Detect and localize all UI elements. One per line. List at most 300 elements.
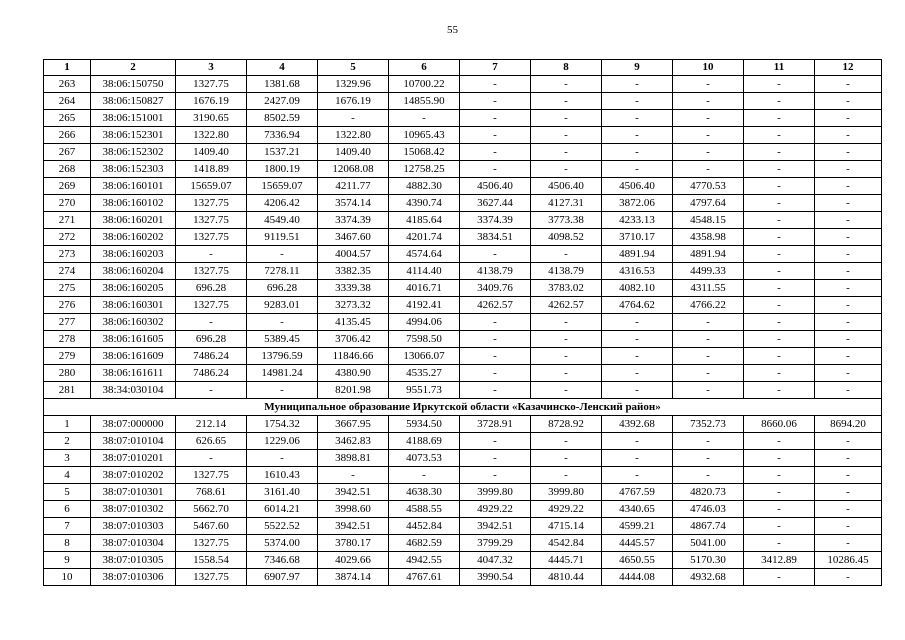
table-cell: - — [744, 297, 815, 314]
table-cell: 3728.91 — [460, 416, 531, 433]
table-cell: - — [815, 161, 882, 178]
table-cell: - — [460, 76, 531, 93]
table-cell: 275 — [44, 280, 91, 297]
table-cell: - — [815, 246, 882, 263]
section-title: Муниципальное образование Иркутской области «Казачинско-Ленский район» — [44, 399, 882, 416]
table-cell: 266 — [44, 127, 91, 144]
page-number: 55 — [447, 24, 458, 36]
table-cell: 4599.21 — [602, 518, 673, 535]
table-cell: 38:06:150827 — [91, 93, 176, 110]
table-cell: 4767.61 — [389, 569, 460, 586]
table-cell: 3942.51 — [318, 484, 389, 501]
table-cell: - — [744, 535, 815, 552]
table-row — [44, 348, 882, 365]
table-cell: - — [460, 467, 531, 484]
table-cell: 4340.65 — [602, 501, 673, 518]
table-cell: - — [815, 127, 882, 144]
table-cell: - — [744, 178, 815, 195]
table-cell: 267 — [44, 144, 91, 161]
table-cell: 3872.06 — [602, 195, 673, 212]
table-cell: 3834.51 — [460, 229, 531, 246]
column-header: 5 — [318, 60, 389, 76]
table-cell: 38:06:161611 — [91, 365, 176, 382]
table-cell: 3773.38 — [531, 212, 602, 229]
column-header: 7 — [460, 60, 531, 76]
table-cell: 3898.81 — [318, 450, 389, 467]
table-cell: - — [744, 280, 815, 297]
table-cell: 38:07:010306 — [91, 569, 176, 586]
table-cell: 4047.32 — [460, 552, 531, 569]
table-cell: - — [744, 433, 815, 450]
table-cell: 38:06:161609 — [91, 348, 176, 365]
table-cell: 1409.40 — [176, 144, 247, 161]
table-row — [44, 518, 882, 535]
table-cell: 7352.73 — [673, 416, 744, 433]
table-row — [44, 76, 882, 93]
table-cell: - — [602, 76, 673, 93]
table-cell: 8660.06 — [744, 416, 815, 433]
table-cell: 4638.30 — [389, 484, 460, 501]
table-cell: 4004.57 — [318, 246, 389, 263]
header-row — [44, 60, 882, 76]
table-cell: 768.61 — [176, 484, 247, 501]
table-cell: 1327.75 — [176, 195, 247, 212]
table-cell: - — [602, 348, 673, 365]
table-cell: - — [744, 212, 815, 229]
table-cell: - — [460, 348, 531, 365]
table-cell: 38:06:151001 — [91, 110, 176, 127]
table-cell: 1327.75 — [176, 212, 247, 229]
table-cell: 4358.98 — [673, 229, 744, 246]
table-cell: 12068.08 — [318, 161, 389, 178]
table-cell: 696.28 — [247, 280, 318, 297]
table-cell: 3339.38 — [318, 280, 389, 297]
table-cell: 4138.79 — [460, 263, 531, 280]
table-cell: 38:07:010304 — [91, 535, 176, 552]
data-table — [43, 59, 882, 586]
table-cell: 263 — [44, 76, 91, 93]
table-cell: 3382.35 — [318, 263, 389, 280]
table-cell: 13066.07 — [389, 348, 460, 365]
table-cell: - — [531, 331, 602, 348]
table-row — [44, 331, 882, 348]
table-cell: 4211.77 — [318, 178, 389, 195]
section-row — [44, 399, 882, 416]
table-cell: - — [247, 450, 318, 467]
table-cell: 13796.59 — [247, 348, 318, 365]
table-cell: 7598.50 — [389, 331, 460, 348]
table-cell: - — [744, 93, 815, 110]
table-cell: - — [531, 93, 602, 110]
table-row — [44, 195, 882, 212]
table-cell: - — [389, 110, 460, 127]
table-cell: 1327.75 — [176, 76, 247, 93]
table-cell: - — [460, 314, 531, 331]
table-cell: 4770.53 — [673, 178, 744, 195]
column-header: 11 — [744, 60, 815, 76]
table-cell: - — [460, 331, 531, 348]
table-cell: 1409.40 — [318, 144, 389, 161]
table-cell: - — [815, 450, 882, 467]
table-cell: 4767.59 — [602, 484, 673, 501]
table-cell: - — [531, 161, 602, 178]
table-cell: 8 — [44, 535, 91, 552]
table-cell: 5 — [44, 484, 91, 501]
table-cell: 264 — [44, 93, 91, 110]
table-cell: - — [531, 450, 602, 467]
table-cell: 9119.51 — [247, 229, 318, 246]
table-cell: 38:07:010303 — [91, 518, 176, 535]
table-cell: - — [815, 348, 882, 365]
table-cell: - — [673, 93, 744, 110]
table-cell: 1327.75 — [176, 467, 247, 484]
table-cell: 4311.55 — [673, 280, 744, 297]
table-cell: 268 — [44, 161, 91, 178]
table-cell: - — [602, 382, 673, 399]
table-cell: 4929.22 — [531, 501, 602, 518]
table-cell: - — [815, 331, 882, 348]
table-cell: - — [460, 127, 531, 144]
table-cell: 5170.30 — [673, 552, 744, 569]
table-cell: 4929.22 — [460, 501, 531, 518]
table-cell: 696.28 — [176, 331, 247, 348]
table-body-bottom — [44, 416, 882, 586]
table-cell: 3574.14 — [318, 195, 389, 212]
table-cell: 276 — [44, 297, 91, 314]
table-cell: - — [744, 144, 815, 161]
table-cell: - — [602, 433, 673, 450]
table-cell: - — [744, 484, 815, 501]
table-cell: - — [744, 314, 815, 331]
table-cell: 4316.53 — [602, 263, 673, 280]
table-cell: - — [531, 348, 602, 365]
table-cell: - — [247, 382, 318, 399]
table-cell: 9283.01 — [247, 297, 318, 314]
table-cell: - — [744, 110, 815, 127]
table-cell: 38:07:010201 — [91, 450, 176, 467]
table-cell: 4016.71 — [389, 280, 460, 297]
table-cell: - — [744, 501, 815, 518]
table-cell: 3874.14 — [318, 569, 389, 586]
table-row — [44, 212, 882, 229]
table-cell: 4185.64 — [389, 212, 460, 229]
table-cell: 4820.73 — [673, 484, 744, 501]
table-cell: 4073.53 — [389, 450, 460, 467]
table-cell: 5041.00 — [673, 535, 744, 552]
table-cell: 279 — [44, 348, 91, 365]
table-cell: 3190.65 — [176, 110, 247, 127]
table-cell: - — [815, 229, 882, 246]
table-cell: 4114.40 — [389, 263, 460, 280]
table-cell: - — [673, 110, 744, 127]
table-cell: 38:06:150750 — [91, 76, 176, 93]
table-cell: 10286.45 — [815, 552, 882, 569]
table-cell: 4588.55 — [389, 501, 460, 518]
table-cell: - — [815, 297, 882, 314]
table-cell: 4746.03 — [673, 501, 744, 518]
table-cell: 38:06:160302 — [91, 314, 176, 331]
table-row — [44, 552, 882, 569]
table-cell: 38:06:160202 — [91, 229, 176, 246]
table-cell: - — [602, 450, 673, 467]
table-cell: - — [318, 467, 389, 484]
table-cell: - — [744, 195, 815, 212]
table-cell: 4810.44 — [531, 569, 602, 586]
table-cell: 4201.74 — [389, 229, 460, 246]
table-cell: 3374.39 — [318, 212, 389, 229]
table-cell: - — [744, 229, 815, 246]
table-cell: 10965.43 — [389, 127, 460, 144]
table-cell: - — [389, 467, 460, 484]
table-cell: 14855.90 — [389, 93, 460, 110]
table-cell: - — [247, 246, 318, 263]
table-cell: 7 — [44, 518, 91, 535]
table-cell: - — [815, 178, 882, 195]
table-cell: 3998.60 — [318, 501, 389, 518]
table-cell: 3667.95 — [318, 416, 389, 433]
table-cell: 15659.07 — [176, 178, 247, 195]
table-cell: - — [318, 110, 389, 127]
table-cell: 4882.30 — [389, 178, 460, 195]
table-cell: 5374.00 — [247, 535, 318, 552]
table-row — [44, 178, 882, 195]
table-row — [44, 314, 882, 331]
table-cell: 10 — [44, 569, 91, 586]
table-cell: 7486.24 — [176, 348, 247, 365]
table-cell: 4262.57 — [531, 297, 602, 314]
table-cell: 38:06:161605 — [91, 331, 176, 348]
table-cell: - — [744, 382, 815, 399]
table-cell: 4444.08 — [602, 569, 673, 586]
table-row — [44, 229, 882, 246]
table-cell: 4542.84 — [531, 535, 602, 552]
table-cell: - — [602, 161, 673, 178]
table-cell: 38:07:000000 — [91, 416, 176, 433]
table-cell: 1676.19 — [318, 93, 389, 110]
table-cell: 11846.66 — [318, 348, 389, 365]
table-cell: - — [673, 314, 744, 331]
table-cell: 4548.15 — [673, 212, 744, 229]
table-cell: 3412.89 — [744, 552, 815, 569]
table-cell: 38:07:010302 — [91, 501, 176, 518]
table-cell: 4549.40 — [247, 212, 318, 229]
table-cell: - — [460, 382, 531, 399]
table-cell: - — [531, 127, 602, 144]
table-cell: - — [531, 246, 602, 263]
table-cell: 4445.57 — [602, 535, 673, 552]
table-cell: 1800.19 — [247, 161, 318, 178]
table-cell: 4715.14 — [531, 518, 602, 535]
table-cell: 4994.06 — [389, 314, 460, 331]
table-cell: 4 — [44, 467, 91, 484]
table-cell: 7278.11 — [247, 263, 318, 280]
table-row — [44, 280, 882, 297]
table-cell: - — [815, 484, 882, 501]
table-cell: 1229.06 — [247, 433, 318, 450]
table-cell: - — [815, 535, 882, 552]
table-cell: 1754.32 — [247, 416, 318, 433]
table-cell: - — [744, 263, 815, 280]
table-cell: 6 — [44, 501, 91, 518]
table-cell: - — [176, 246, 247, 263]
table-cell: - — [460, 144, 531, 161]
table-row — [44, 127, 882, 144]
table-cell: - — [531, 467, 602, 484]
table-cell: 14981.24 — [247, 365, 318, 382]
table-cell: - — [602, 331, 673, 348]
table-cell: - — [460, 93, 531, 110]
table-row — [44, 416, 882, 433]
table-cell: 38:06:160102 — [91, 195, 176, 212]
table-cell: 1610.43 — [247, 467, 318, 484]
table-cell: - — [673, 365, 744, 382]
table-cell: 4535.27 — [389, 365, 460, 382]
table-cell: 4392.68 — [602, 416, 673, 433]
table-cell: 4942.55 — [389, 552, 460, 569]
table-cell: 274 — [44, 263, 91, 280]
table-cell: 7336.94 — [247, 127, 318, 144]
table-cell: 265 — [44, 110, 91, 127]
table-cell: - — [744, 518, 815, 535]
table-cell: - — [744, 348, 815, 365]
column-header: 6 — [389, 60, 460, 76]
table-cell: - — [815, 280, 882, 297]
table-cell: - — [744, 331, 815, 348]
table-cell: - — [815, 263, 882, 280]
table-cell: 212.14 — [176, 416, 247, 433]
table-cell: 281 — [44, 382, 91, 399]
table-cell: 4650.55 — [602, 552, 673, 569]
table-cell: 38:06:160204 — [91, 263, 176, 280]
table-cell: 38:06:152302 — [91, 144, 176, 161]
table-cell: 3783.02 — [531, 280, 602, 297]
table-cell: 5467.60 — [176, 518, 247, 535]
table-cell: 3990.54 — [460, 569, 531, 586]
table-cell: 4098.52 — [531, 229, 602, 246]
column-header: 1 — [44, 60, 91, 76]
table-row — [44, 467, 882, 484]
table-cell: - — [460, 246, 531, 263]
table-cell: 696.28 — [176, 280, 247, 297]
table-cell: - — [602, 467, 673, 484]
table-cell: 8502.59 — [247, 110, 318, 127]
table-cell: - — [815, 144, 882, 161]
table-cell: 3999.80 — [460, 484, 531, 501]
table-cell: - — [673, 348, 744, 365]
table-cell: 4506.40 — [460, 178, 531, 195]
table-cell: 2427.09 — [247, 93, 318, 110]
table-cell: 15068.42 — [389, 144, 460, 161]
table-cell: 3 — [44, 450, 91, 467]
table-cell: - — [815, 76, 882, 93]
table-cell: 6014.21 — [247, 501, 318, 518]
table-row — [44, 535, 882, 552]
table-cell: - — [673, 467, 744, 484]
table-cell: 4932.68 — [673, 569, 744, 586]
table-cell: 1327.75 — [176, 263, 247, 280]
table-cell: - — [815, 212, 882, 229]
table-cell: - — [744, 365, 815, 382]
table-cell: - — [460, 450, 531, 467]
table-cell: 1322.80 — [318, 127, 389, 144]
table-cell: 4082.10 — [602, 280, 673, 297]
table-cell: 9 — [44, 552, 91, 569]
table-cell: - — [531, 110, 602, 127]
table-cell: - — [531, 433, 602, 450]
column-header: 8 — [531, 60, 602, 76]
table-row — [44, 569, 882, 586]
table-cell: - — [673, 127, 744, 144]
table-cell: 5934.50 — [389, 416, 460, 433]
table-cell: 2 — [44, 433, 91, 450]
table-cell: 7346.68 — [247, 552, 318, 569]
table-cell: - — [815, 569, 882, 586]
table-cell: - — [602, 365, 673, 382]
table-cell: 4390.74 — [389, 195, 460, 212]
table-cell: 278 — [44, 331, 91, 348]
table-cell: 12758.25 — [389, 161, 460, 178]
table-cell: 38:07:010104 — [91, 433, 176, 450]
table-cell: 1327.75 — [176, 229, 247, 246]
table-cell: 7486.24 — [176, 365, 247, 382]
table-cell: 5662.70 — [176, 501, 247, 518]
table-cell: 38:07:010305 — [91, 552, 176, 569]
table-cell: 1329.96 — [318, 76, 389, 93]
table-cell: 4574.64 — [389, 246, 460, 263]
table-cell: - — [815, 195, 882, 212]
table-cell: 9551.73 — [389, 382, 460, 399]
table-row — [44, 144, 882, 161]
table-cell: 3799.29 — [460, 535, 531, 552]
table-cell: - — [602, 127, 673, 144]
table-row — [44, 263, 882, 280]
table-cell: 3710.17 — [602, 229, 673, 246]
table-cell: - — [815, 314, 882, 331]
table-cell: - — [531, 314, 602, 331]
table-cell: 4499.33 — [673, 263, 744, 280]
table-cell: - — [744, 569, 815, 586]
table-cell: 1327.75 — [176, 535, 247, 552]
table-cell: 4192.41 — [389, 297, 460, 314]
table-cell: 8728.92 — [531, 416, 602, 433]
column-header: 3 — [176, 60, 247, 76]
table-row — [44, 110, 882, 127]
table-cell: 1537.21 — [247, 144, 318, 161]
table-cell: 5389.45 — [247, 331, 318, 348]
table-cell: - — [176, 382, 247, 399]
table-cell: 272 — [44, 229, 91, 246]
table-cell: 626.65 — [176, 433, 247, 450]
table-cell: 4891.94 — [673, 246, 744, 263]
table-cell: - — [815, 467, 882, 484]
table-cell: 1327.75 — [176, 569, 247, 586]
table-cell: - — [460, 110, 531, 127]
table-cell: 4506.40 — [531, 178, 602, 195]
table-cell: 4682.59 — [389, 535, 460, 552]
table-cell: 38:34:030104 — [91, 382, 176, 399]
table-cell: 38:06:160205 — [91, 280, 176, 297]
column-header: 2 — [91, 60, 176, 76]
table-cell: - — [744, 127, 815, 144]
table-cell: - — [815, 433, 882, 450]
table-cell: - — [602, 314, 673, 331]
table-cell: 4891.94 — [602, 246, 673, 263]
table-cell: - — [815, 382, 882, 399]
table-cell: 15659.07 — [247, 178, 318, 195]
table-cell: 4380.90 — [318, 365, 389, 382]
table-cell: - — [744, 161, 815, 178]
table-row — [44, 382, 882, 399]
